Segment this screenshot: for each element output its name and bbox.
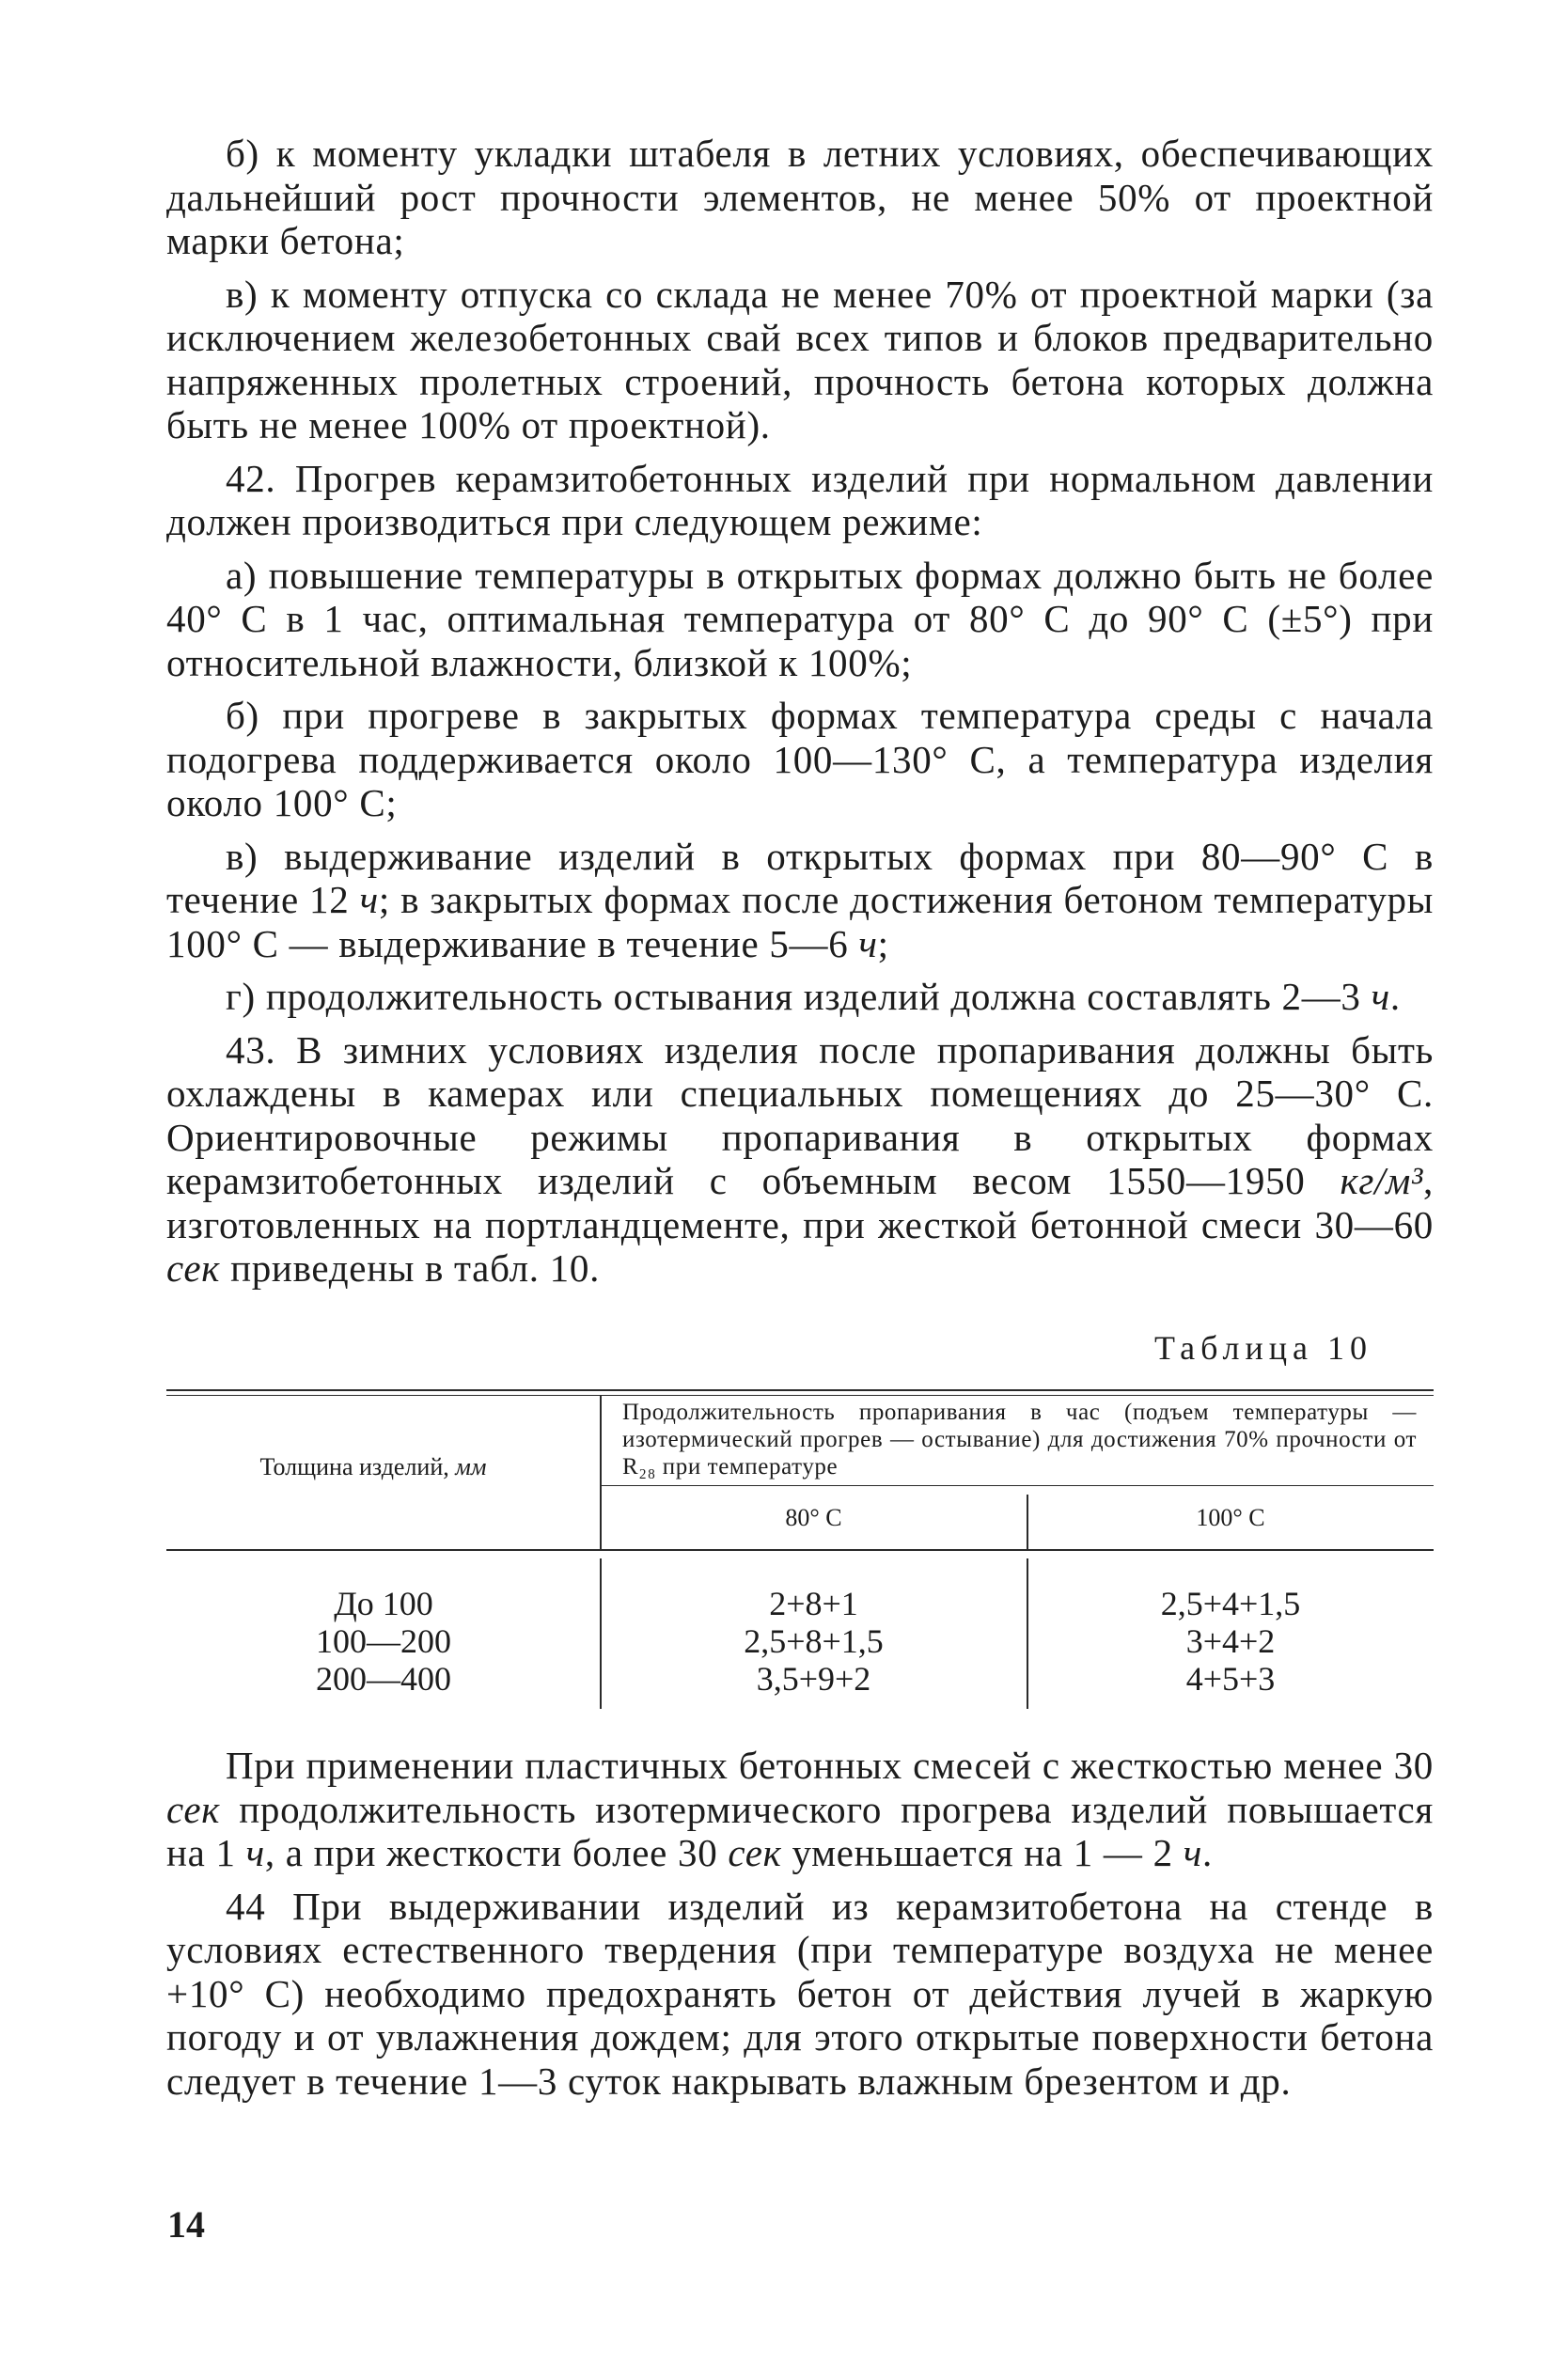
table-subheader-rule (601, 1485, 1434, 1486)
text-block-bottom (166, 1744, 1434, 2103)
subheader-100c: 100° С (1196, 1504, 1265, 1531)
text-block-top (166, 132, 1434, 1291)
table-cell: 3,5+9+2 (756, 1660, 871, 1698)
paragraph-v-release: в) к моменту отпуска со склада не менее 70% от проектной марки (за исключением железобетонных свай всех типов и блоков предварительно напряженных пролетных строений, прочность бетона которых должна быть не менее 100% от проектной). (166, 272, 1434, 446)
column-80c (601, 1585, 1027, 1698)
column-thickness (166, 1585, 601, 1698)
paragraph-a-heating: а) повышение температуры в открытых формах должно быть не более 40° С в 1 час, оптимальная температура от 80° С до 90° С (±5°) при относительной влажности, близкой к 100%; (166, 553, 1434, 684)
paragraph-plastic-mixes: При применении пластичных бетонных смесей с жесткостью менее 30 сек продолжительность изотермического прогрева изделий повышается на 1 ч, а при жесткости более 30 сек уменьшается на 1 — 2 ч. (166, 1744, 1434, 1874)
table-cell: 2,5+4+1,5 (1160, 1585, 1301, 1622)
subheader-80c: 80° С (785, 1504, 842, 1531)
paragraph-42: 42. Прогрев керамзитобетонных изделий при нормальном давлении должен производиться при следующем режиме: (166, 456, 1434, 543)
column-header-thickness: Толщина изделий, мм (259, 1453, 487, 1480)
table-cell: 200—400 (316, 1660, 451, 1698)
table-top-rule (166, 1389, 1434, 1391)
table-top-rule-thin (166, 1395, 1434, 1396)
paragraph-44: 44 При выдерживании изделий из керамзитобетона на стенде в условиях естественного твердения (при температуре воздуха не менее +10° С) необходимо предохранять бетон от действия лучей в жаркую погоду и от увлажнения дождем; для этого открытые поверхности бетона следует в течение 1—3 суток накрывать влажным брезентом и др. (166, 1884, 1434, 2103)
paragraph-g-cooling: г) продолжительность остывания изделий должна составлять 2—3 ч. (226, 975, 1401, 1018)
table-cell: 3+4+2 (1185, 1622, 1276, 1660)
table-header-bottom-rule (166, 1549, 1434, 1551)
page-number: 14 (167, 2203, 205, 2246)
table-cell: 100—200 (316, 1622, 451, 1660)
table-title: Таблица 10 (1154, 1329, 1372, 1367)
column-100c (1027, 1585, 1434, 1698)
column-header-duration: Продолжительность пропаривания в час (подъем температуры — изотермический прогрев — остывание) для достижения 70% прочности от R₂₈ при температуре (622, 1400, 1417, 1480)
paragraph-b-stack: б) к моменту укладки штабеля в летних условиях, обеспечивающих дальнейший рост прочности элементов, не менее 50% от проектной марки бетона; (166, 132, 1434, 262)
paragraph-43: 43. В зимних условиях изделия после пропаривания должны быть охлаждены в камерах или специальных помещениях до 25—30° С. Ориентировочные режимы пропаривания в открытых формах керамзитобетонных изделий с объемным весом 1550—1950 кг/м³, изготовленных на портландцементе, при жесткой бетонной смеси 30—60 сек приведены в табл. 10. (166, 1027, 1434, 1290)
paragraph-v-holding: в) выдерживание изделий в открытых формах при 80—90° С в течение 12 ч; в закрытых формах после достижения бетоном температуры 100° С — выдерживание в течение 5—6 ч; (166, 834, 1435, 965)
table-cell: 2+8+1 (769, 1585, 858, 1622)
table-cell: 4+5+3 (1185, 1660, 1276, 1698)
table-cell: До 100 (334, 1585, 433, 1622)
steaming-table (166, 1382, 1434, 1720)
table-cell: 2,5+8+1,5 (744, 1622, 884, 1660)
paragraph-b-closed-forms: б) при прогреве в закрытых формах температура среды с начала подогрева поддерживается около 100—130° С, а температура изделия около 100° С; (166, 694, 1434, 824)
